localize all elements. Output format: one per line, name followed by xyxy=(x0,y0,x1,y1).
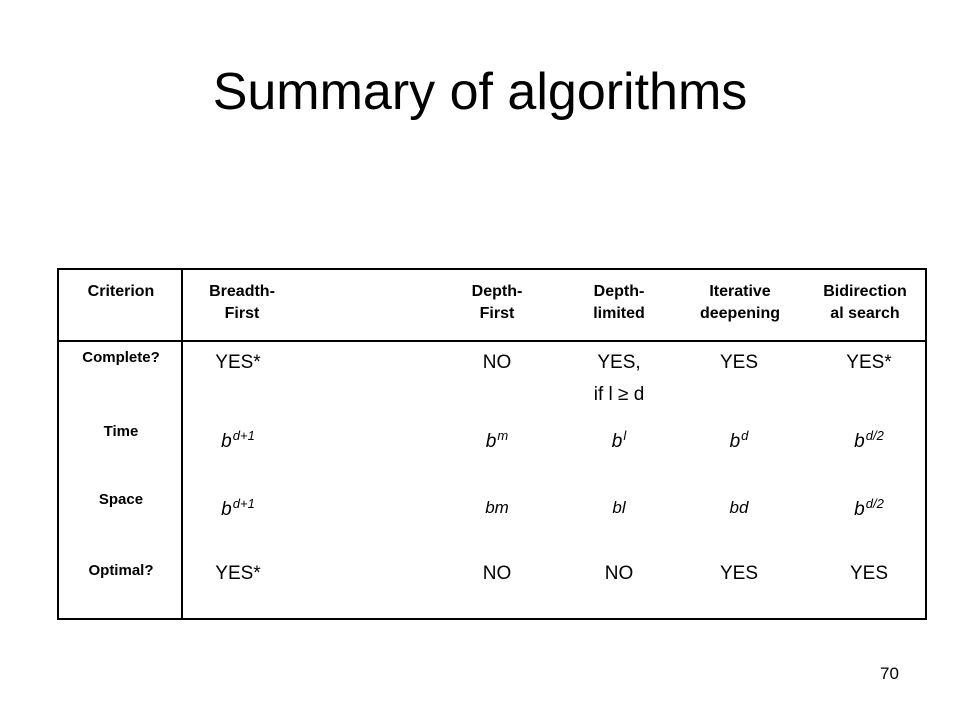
cell-space-bidirectional-base: b xyxy=(854,499,865,520)
header-bidirectional-line2: al search xyxy=(830,305,900,322)
cell-space-depth-first: bm xyxy=(485,498,509,517)
cell-time-depth-first xyxy=(452,424,542,454)
cell-time-bidirectional xyxy=(819,424,919,454)
cell-complete-iterative: YES xyxy=(719,352,759,373)
row-label-complete: Complete? xyxy=(82,349,160,366)
cell-time-breadth-first xyxy=(193,424,283,454)
cell-time-breadth-first-base: b xyxy=(221,431,232,452)
header-bidirectional-search xyxy=(807,281,923,325)
cell-complete-depth-limited-line2: if l ≥ d xyxy=(593,384,645,405)
cell-time-depth-limited xyxy=(569,424,669,454)
cell-space-breadth-first-base: b xyxy=(221,499,232,520)
header-iterative-deepening xyxy=(682,281,798,325)
cell-complete-depth-limited-line1: YES, xyxy=(597,352,641,373)
header-bidirectional-line1: Bidirection xyxy=(823,283,907,300)
row-label-space: Space xyxy=(98,491,144,508)
header-depth-limited-line2: limited xyxy=(593,305,645,322)
cell-time-breadth-first-exp: d+1 xyxy=(232,428,255,443)
slide-title: Summary of algorithms xyxy=(212,63,748,121)
cell-space-iterative: bd xyxy=(729,498,749,517)
header-divider xyxy=(59,340,925,342)
cell-complete-breadth-first: YES* xyxy=(215,352,261,373)
header-iterative-line1: Iterative xyxy=(709,283,771,300)
algorithm-summary-table xyxy=(57,268,927,620)
header-breadth-first-line2: First xyxy=(224,305,260,322)
header-depth-first-line2: First xyxy=(479,305,515,322)
cell-complete-depth-first: NO xyxy=(482,352,512,373)
cell-time-depth-limited-exp: l xyxy=(623,428,627,443)
cell-space-depth-limited: bl xyxy=(612,498,626,517)
header-depth-limited xyxy=(569,281,669,325)
cell-time-depth-limited-base: b xyxy=(611,431,623,452)
cell-time-iterative-base: b xyxy=(729,431,741,452)
cell-time-iterative xyxy=(689,424,789,454)
page-number: 70 xyxy=(880,664,899,683)
cell-complete-bidirectional: YES* xyxy=(846,352,892,373)
cell-space-bidirectional xyxy=(819,492,919,522)
cell-space-breadth-first xyxy=(193,492,283,522)
cell-time-depth-first-base: b xyxy=(485,431,497,452)
cell-complete-depth-limited xyxy=(569,351,669,407)
cell-space-breadth-first-exp: d+1 xyxy=(232,496,255,511)
header-depth-limited-line1: Depth- xyxy=(593,283,645,300)
header-breadth-first xyxy=(183,281,301,325)
cell-optimal-depth-limited: NO xyxy=(604,563,634,584)
cell-optimal-iterative: YES xyxy=(719,563,759,584)
row-label-optimal: Optimal? xyxy=(88,562,154,579)
row-label-time: Time xyxy=(103,423,139,440)
cell-time-depth-first-exp: m xyxy=(497,428,509,443)
cell-optimal-breadth-first: YES* xyxy=(215,563,261,584)
header-criterion: Criterion xyxy=(87,283,155,300)
header-iterative-line2: deepening xyxy=(699,305,780,322)
cell-time-bidirectional-exp: d/2 xyxy=(865,428,884,443)
cell-optimal-bidirectional: YES xyxy=(849,563,889,584)
header-depth-first xyxy=(452,281,542,325)
cell-time-iterative-exp: d xyxy=(741,428,749,443)
header-breadth-first-line1: Breadth- xyxy=(209,283,275,300)
cell-time-bidirectional-base: b xyxy=(854,431,865,452)
cell-optimal-depth-first: NO xyxy=(482,563,512,584)
header-depth-first-line1: Depth- xyxy=(471,283,523,300)
cell-space-bidirectional-exp: d/2 xyxy=(865,496,884,511)
